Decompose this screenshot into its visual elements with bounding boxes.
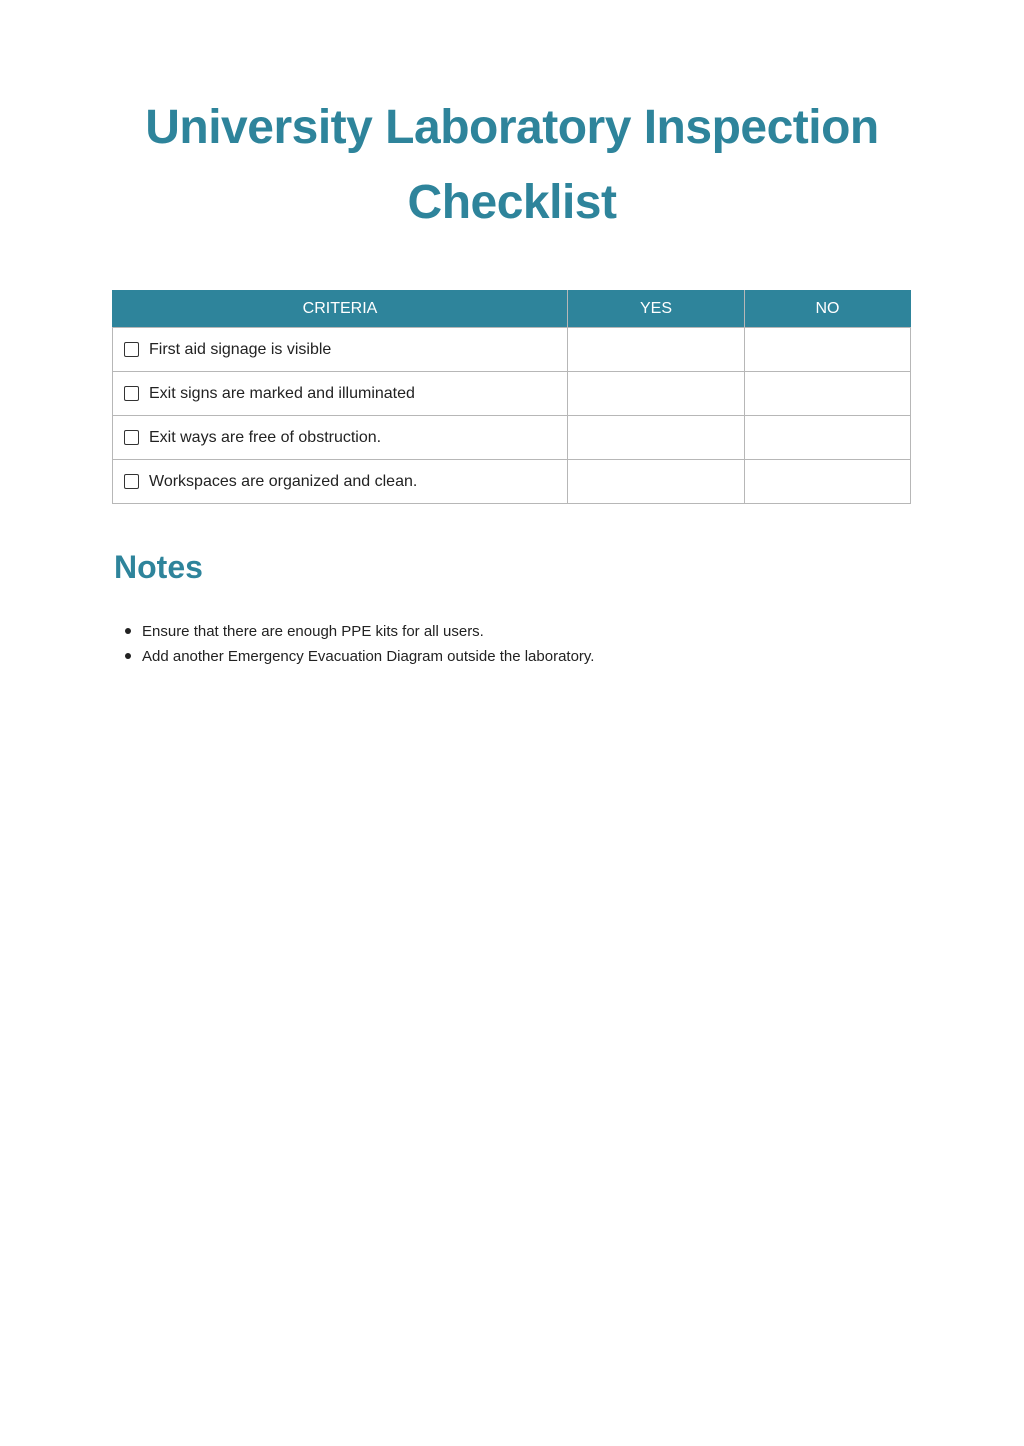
table-row	[113, 328, 911, 372]
yes-cell[interactable]	[568, 416, 745, 460]
criteria-label: Workspaces are organized and clean.	[149, 472, 418, 490]
checkbox-icon[interactable]	[124, 474, 139, 489]
checkbox-icon[interactable]	[124, 386, 139, 401]
checkbox-icon[interactable]	[124, 430, 139, 445]
notes-heading: Notes	[114, 549, 203, 585]
criteria-cell	[113, 416, 568, 460]
criteria-label: Exit ways are free of obstruction.	[149, 428, 382, 446]
notes-list	[142, 619, 594, 669]
yes-cell[interactable]	[568, 372, 745, 416]
criteria-cell	[113, 328, 568, 372]
yes-cell[interactable]	[568, 328, 745, 372]
header-no: NO	[745, 291, 911, 328]
list-item: Add another Emergency Evacuation Diagram outside the laboratory.	[142, 644, 594, 669]
checklist-table	[112, 290, 911, 504]
checkbox-icon[interactable]	[124, 342, 139, 357]
list-item: Ensure that there are enough PPE kits for all users.	[142, 619, 594, 644]
table-row	[113, 372, 911, 416]
criteria-cell	[113, 372, 568, 416]
criteria-label: First aid signage is visible	[149, 340, 332, 358]
table-row	[113, 460, 911, 504]
no-cell[interactable]	[745, 460, 911, 504]
table-header-row	[113, 291, 911, 328]
criteria-cell	[113, 460, 568, 504]
header-criteria: CRITERIA	[113, 291, 568, 328]
no-cell[interactable]	[745, 372, 911, 416]
yes-cell[interactable]	[568, 460, 745, 504]
no-cell[interactable]	[745, 328, 911, 372]
page-title: University Laboratory Inspection Checklist	[145, 101, 879, 229]
table-row	[113, 416, 911, 460]
criteria-label: Exit signs are marked and illuminated	[149, 384, 415, 402]
header-yes: YES	[568, 291, 745, 328]
no-cell[interactable]	[745, 416, 911, 460]
